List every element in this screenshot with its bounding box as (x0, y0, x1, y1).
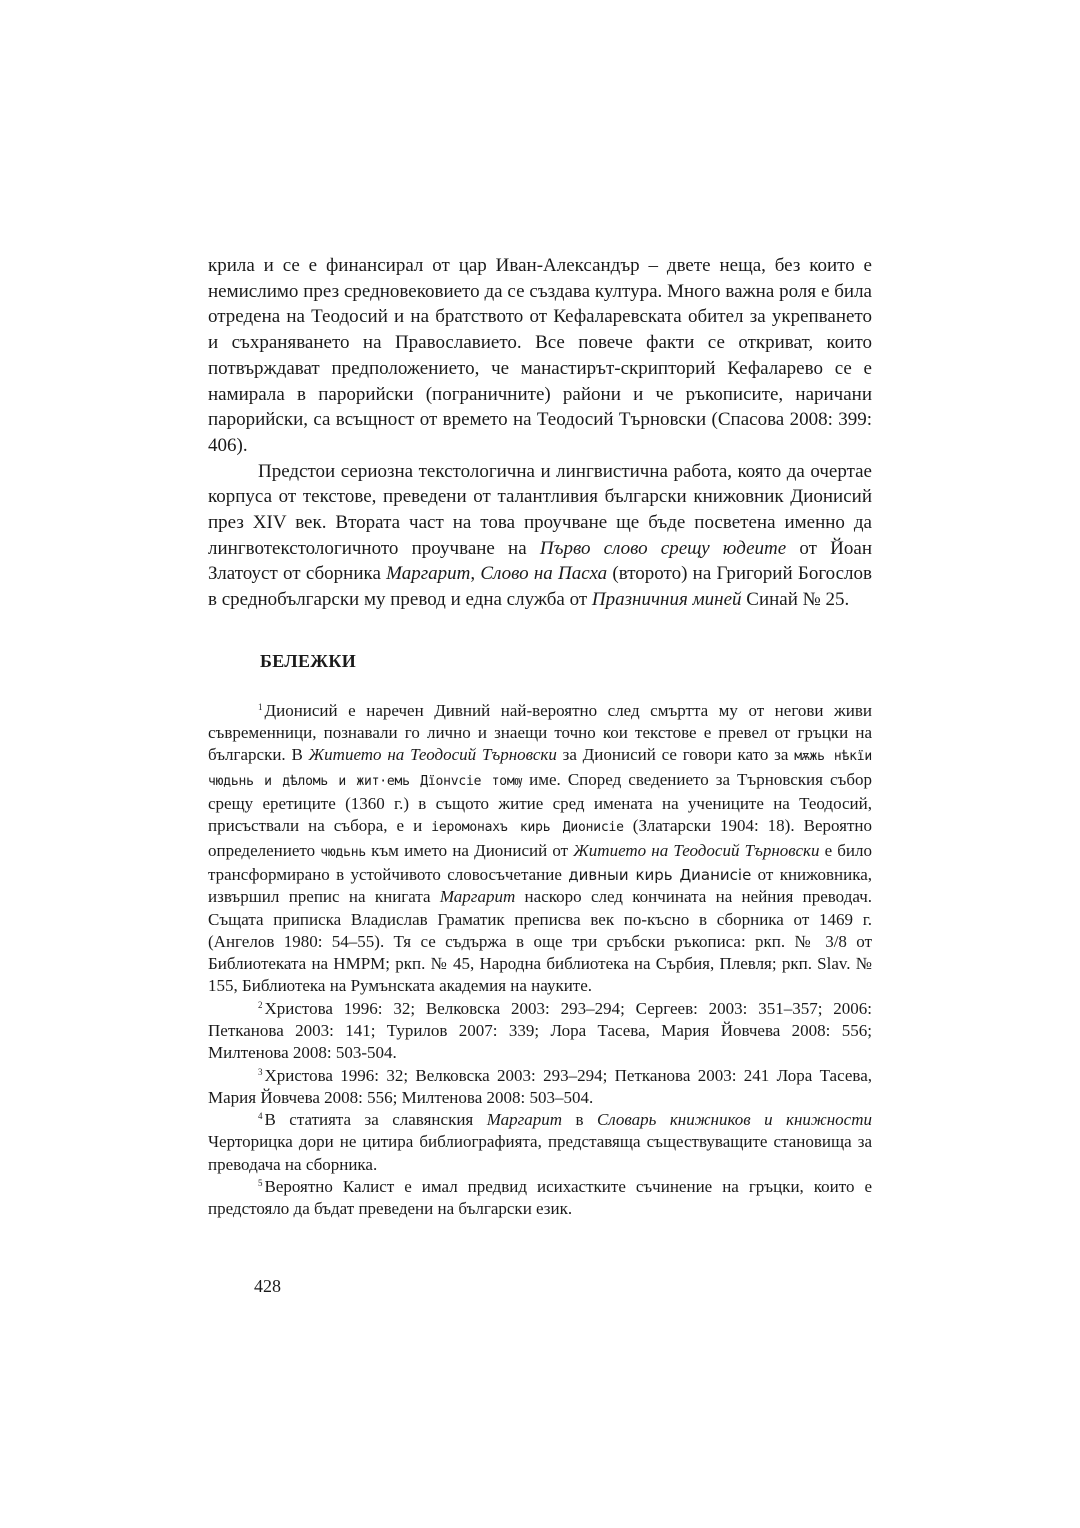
text-run: Дионисий е наречен Дивний най-вероятно след смъртта му от негови живи съвременници, познавали го лично и знаещи точно кои текстове е превел от гръцки на български. В (208, 700, 872, 765)
page-number: 428 (254, 1276, 281, 1296)
text-run: към името на Дионисий от (366, 840, 574, 860)
text-run: в (562, 1110, 597, 1130)
italic-title: Житието на Теодосий Търновски (573, 840, 820, 860)
endnotes (208, 700, 872, 1221)
text-run: (Златарски 1904: 18). Вероятно определението (208, 816, 873, 860)
old-slavonic-quote: мѫжь нѣкїи чюдьнь и дѣломь и жит·емь Дїонvсiе томѹ (208, 749, 873, 789)
text-run: име. Според сведението за Търновския събор срещу еретиците (1360 г.) в същото житие сред имената на учениците на Теодосий, присъствали на събора, е и (208, 769, 872, 836)
italic-title: Маргарит (386, 563, 471, 585)
old-slavonic-quote: чюдьнь (320, 844, 366, 860)
text-run: В статията за славянския (264, 1110, 487, 1130)
italic-title: Маргарит (486, 1110, 563, 1130)
text-run: наскоро след кончината на нейния преводач. Същата приписка Владислав Граматик преписва век по-късно в сборника от 1469 г. (Ангелов 1980: 54–55). Тя се съдържа в още три сръбски ръкописа: ркп. № 3/8 от Библиотеката на НМРМ; ркп. № 45, Народна библиотека на Сърбия, Плевля; ркп. Slav. № 155, Библиотека на Румънската академия на науките. (208, 887, 873, 996)
body-paragraph-1: крила и се е финансирал от цар Иван-Александър – двете неща, без които е немислимо през средновековието да се създава култура. Много важна роля е била отредена на Теодосий и на братството от Кефаларевската обител за укрепването и съхраняването на Православието. Все повече факти се откриват, които потвърждават предположението, че манастирът-скрипторий Кефаларево се е намирала в парорийски (пограничните) райони и че ръкописите, наричани парорийски, са всъщност от времето на Теодосий Търновски (Спасова 2008: 399: 406). (208, 255, 872, 456)
page-body (208, 253, 872, 1221)
text-run: Вероятно Калист е имал предвид исихастките съчинение на гръцки, които е предстояло да бъдат преведени на български език. (208, 1177, 872, 1219)
text-run: за Дионисий се говори като за (556, 745, 795, 765)
italic-title: Слово на Пасха (480, 563, 608, 585)
old-slavonic-quote: дивныи кирь Дианисiе (568, 865, 752, 884)
text-run: Христова 1996: 32; Велковска 2003: 293–294; Петканова 2003: 241 Лора Тасева, Мария Йовчева 2008: 556; Милтенова 2008: 503–504. (208, 1065, 872, 1107)
text-run: Синай № 25. (741, 589, 850, 611)
text-run: от Йоан Златоуст от сборника (208, 537, 872, 585)
endnote-2 (208, 998, 872, 1065)
endnote-number: 2 (258, 999, 263, 1010)
body-paragraph-2 (208, 459, 872, 613)
endnote-number: 4 (258, 1111, 263, 1122)
text-run: е било трансформирано в устойчивото словосъчетание (208, 840, 872, 884)
italic-title: Празничния миней (591, 589, 742, 611)
endnote-5 (208, 1176, 872, 1221)
text-run: (второто) на Григорий Богослов в среднобългарски му превод и една служба от (208, 563, 873, 611)
italic-title: Житието на Теодосий Търновски (308, 745, 557, 765)
endnote-number: 3 (258, 1066, 263, 1077)
italic-title: Словарь книжников и книжности (596, 1110, 873, 1130)
endnote-number: 1 (258, 701, 263, 712)
endnote-3 (208, 1065, 872, 1110)
text-run: , (470, 563, 481, 585)
italic-title: Маргарит (439, 887, 516, 907)
endnote-number: 5 (258, 1178, 263, 1189)
endnote-4 (208, 1109, 872, 1176)
notes-heading: БЕЛЕЖКИ (260, 650, 357, 671)
endnote-1 (208, 700, 872, 998)
old-slavonic-quote: iеромонахъ кирь Дионисiе (431, 820, 624, 836)
text-run: Черторицка дори не цитира библиографията, представяща съществуващите становища за преводача на сборника. (208, 1132, 872, 1174)
italic-title: Първо слово срещу юдеите (539, 537, 787, 559)
text-run: от книжовника, извършил препис на книгата (208, 864, 872, 907)
text-run: Предстои сериозна текстологична и лингвистична работа, която да очертае корпуса от текстове, преведени от талантливия български книжовник Дионисий през XIV век. Втората част на това проучване ще бъде посветена именно да лингвотекстологичното проучване на (208, 460, 872, 559)
text-run: Христова 1996: 32; Велковска 2003: 293–294; Сергеев: 2003: 351–357; 2006: Петканова 2003: 141; Турилов 2007: 339; Лора Тасева, Мария Йовчева 2008: 556; Милтенова 2008: 503-504. (208, 998, 872, 1063)
